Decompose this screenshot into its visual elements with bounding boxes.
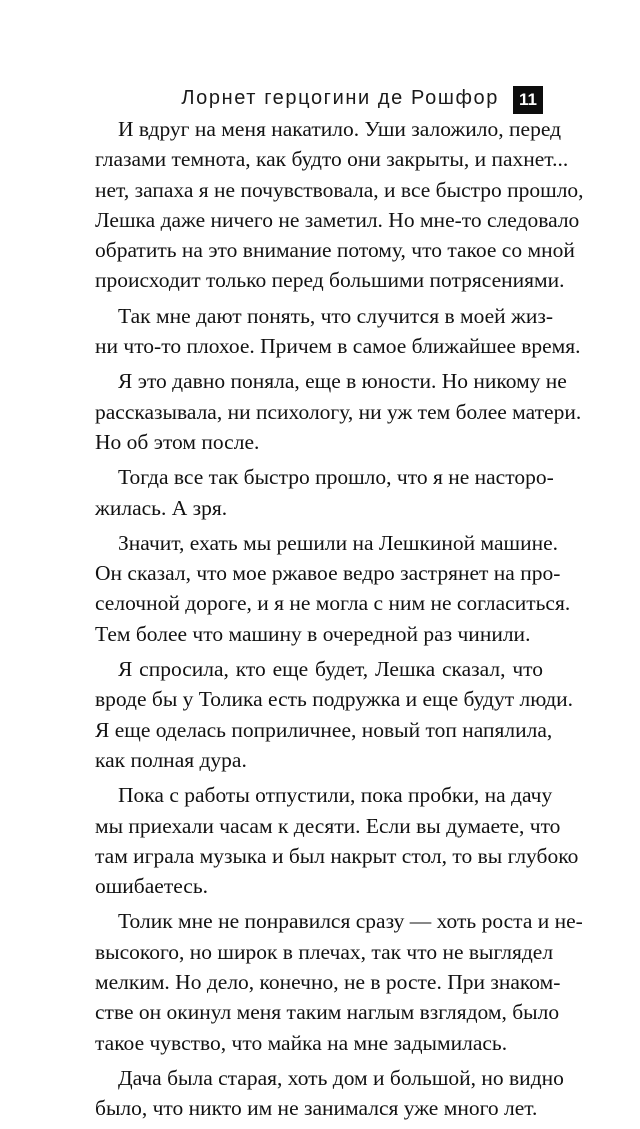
text-line: стве он окинул меня таким наглым взглядом, было [95,1000,560,1025]
paragraph [95,528,571,649]
text-line: Он сказал, что мое ржавое ведро застрянет на про- [95,561,561,586]
text-line: Значит, ехать мы решили на Лешкиной машине. [118,530,559,555]
text-line: вроде бы у Толика есть подружка и еще будут люди. [95,687,574,712]
paragraph [95,301,581,362]
text-line: было, что никто им не занимался уже много лет. [95,1096,538,1121]
body-text [95,114,584,1129]
text-line: Дача была старая, хоть дом и большой, но видно [118,1065,564,1090]
text-line: как полная дура. [95,747,247,772]
paragraph [95,366,582,457]
paragraph [95,654,574,775]
paragraph [95,780,579,901]
text-line: глазами темнота, как будто они закрыты, и пахнет... [95,147,569,172]
text-line: Я спросила, кто еще будет, Лешка сказал, что [118,657,543,682]
text-line: Тогда все так быстро прошло, что я не насторо- [118,465,554,490]
text-line: мы приехали часам к десяти. Если вы думаете, что [95,813,561,838]
text-line: селочной дороге, и я не могла с ним не согласиться. [95,591,571,616]
text-line: И вдруг на меня накатило. Уши заложило, перед [118,117,562,141]
paragraph [95,1063,564,1124]
text-line: ошибаетесь. [95,874,209,899]
text-line: высокого, но широк в плечах, так что не выглядел [95,939,554,964]
paragraph [95,462,554,523]
text-line: нет, запаха я не почувствовала, и все быстро прошло, [95,177,584,202]
text-line: Пока с работы отпустили, пока пробки, на дачу [118,783,553,808]
page-number: 11 [513,86,543,114]
text-line: такое чувство, что майка на мне задымилась. [95,1030,508,1055]
text-line: происходит только перед большими потрясениями. [95,268,565,293]
text-line: ни что-то плохое. Причем в самое ближайшее время. [95,334,581,359]
text-line: там играла музыка и был накрыт стол, то вы глубоко [95,843,579,868]
paragraph [95,906,583,1057]
text-line: Лешка даже ничего не заметил. Но мне-то следовало [95,207,580,232]
text-line: Я это давно поняла, еще в юности. Но никому не [118,369,567,394]
text-line: Но об этом после. [95,429,260,454]
text-line: Толик мне не понравился сразу — хоть роста и не- [118,909,583,934]
text-line: мелким. Но дело, конечно, не в росте. При знаком- [95,970,561,995]
paragraph [95,114,584,296]
running-header [0,86,640,116]
running-title: Лорнет герцогини де Рошфор [181,87,499,109]
text-line: жилась. А зря. [95,495,228,520]
text-line: обратить на это внимание потому, что такое со мной [95,238,575,263]
text-line: рассказывала, ни психологу, ни уж тем более матери. [95,399,582,424]
text-line: Тем более что машину в очередной раз чинили. [95,621,531,646]
text-line: Я еще оделась поприличнее, новый топ напялила, [95,717,553,742]
text-line: Так мне дают понять, что случится в моей жиз- [118,303,554,328]
